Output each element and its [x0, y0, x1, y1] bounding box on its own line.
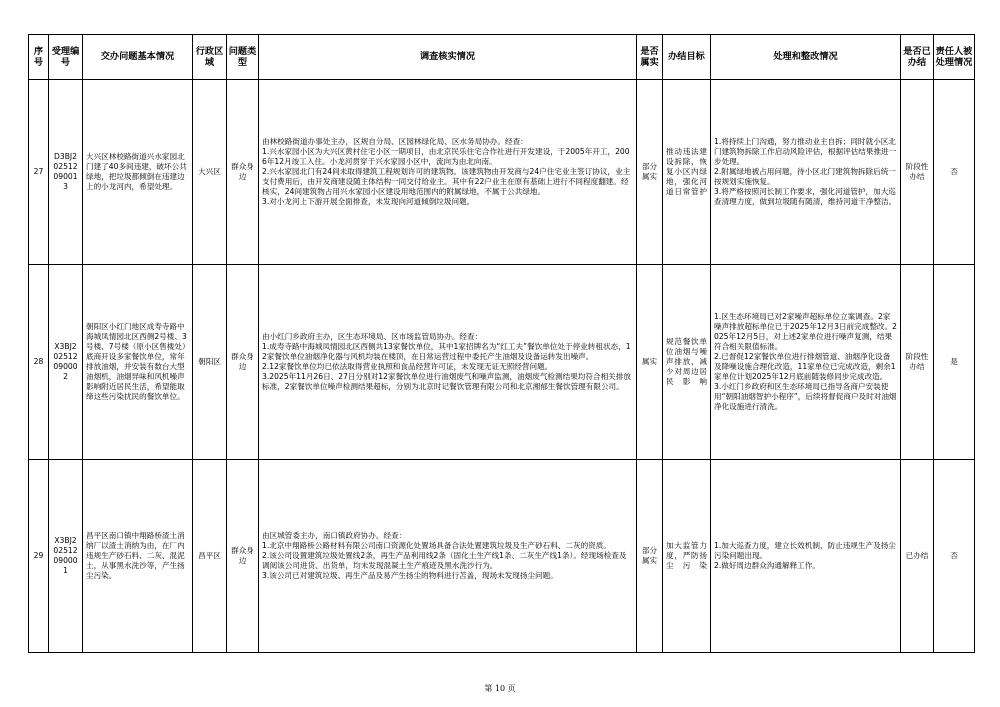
cell-investigation — [259, 265, 637, 460]
cell-accountability: 否 — [934, 80, 975, 265]
header-handling: 处理和整改情况 — [711, 35, 901, 80]
cell-code: X3BJ202512090001 — [49, 460, 83, 653]
investigation-line: 3.2025年11月26日、27日分别对12家餐饮单位进行油烟废气和噪声监测，油烟废气检测结果均符合相关排放标准，2家餐饮单位噪声检测结果超标，分别为北京时记餐饮管理有限公司和北京湘郁生餐饮管理有限公司。 — [262, 372, 631, 392]
handling-line: 1.区生态环境局已对2家噪声超标单位立案调查。2家噪声排放超标单位已于2025年12月3日前完成整改。2025年12月5日，对上述2家单位进行噪声复测，结果符合相关限值标准。 — [714, 311, 897, 351]
investigation-line: 3.对小龙河上下游开展全面排查，未发现向河道倾倒垃圾问题。 — [262, 197, 475, 207]
page-number: 第 10 页 — [484, 684, 516, 693]
cell-issue: 昌平区南口镇中翔路桥渣土消纳厂以渣土消纳为由，在厂内违规生产砂石料、二灰、混泥土，从事黑水洗沙等，产生扬尘污染。 — [83, 460, 193, 653]
handling-line: 3.小红门乡政府和区生态环境局已指导各商户安装使用“朝阳油烟智护小程序”，后续将督促商户及时对油烟净化设施进行清洗。 — [714, 382, 897, 412]
investigation-line: 由林校路街道办事处主办，区规自分局、区园林绿化局、区水务局协办。经查： — [262, 136, 528, 146]
header-verified: 是否属实 — [637, 35, 663, 80]
cell-goal: 加大监管力度，严防扬尘污染 — [663, 460, 711, 653]
header-accountability: 责任人被处理情况 — [934, 35, 975, 80]
cell-verified: 属实 — [637, 265, 663, 460]
investigation-line: 由区城管委主办，南口镇政府协办。经查： — [262, 530, 407, 540]
header-row — [29, 35, 975, 80]
cell-handling — [711, 460, 901, 653]
cell-district: 朝阳区 — [193, 265, 227, 460]
investigation-line: 1.北京中翔路桥公路材料有限公司南口资源化处置场具备合法处置建筑垃圾及生产砂石料、二灰的资质。 — [262, 540, 611, 550]
investigation-line: 由小红门乡政府主办，区生态环境局、区市场监管局协办。经查： — [262, 331, 483, 341]
handling-line: 2.做好周边群众沟通解释工作。 — [714, 561, 820, 570]
cell-code: X3BJ202512090002 — [49, 265, 83, 460]
table-row — [29, 460, 975, 653]
cell-seq: 29 — [29, 460, 49, 653]
cell-handling — [711, 265, 901, 460]
cell-handling — [711, 80, 901, 265]
cell-code: D3BJ202512090013 — [49, 80, 83, 265]
handling-line: 1.将持续上门沟通，努力推动业主自拆；同时就小区北门建筑物拆除工作启动风险评估，根据评估结果推进一步处理。 — [714, 136, 897, 166]
cell-type: 群众身边 — [227, 265, 259, 460]
cell-issue: 朝阳区小红门地区成寿寺路中海城凤情园北区西侧2号楼、3号楼、7号楼（原小区售楼处）底商开设多家餐饮单位，常年排放油烟，并安装有数台大型油烟机，油烟异味和风机噪声影响附近居民生活，希望能取缔这些污染扰民的餐饮单位。 — [83, 265, 193, 460]
cell-goal: 规范餐饮单位油烟与噪声排放，减少对周边居民影响 — [663, 265, 711, 460]
investigation-line: 3.该公司已对建筑垃圾、再生产品及易产生扬尘的物料进行苫盖，现场未发现扬尘问题。 — [262, 571, 558, 581]
cell-district: 大兴区 — [193, 80, 227, 265]
header-goal: 办结目标 — [663, 35, 711, 80]
cell-closed: 阶段性办结 — [901, 80, 934, 265]
case-table — [28, 34, 975, 653]
cell-verified: 部分属实 — [637, 460, 663, 653]
investigation-line: 1.成寿寺路中海城凤情园北区西侧共13家餐饮单位，其中1家招牌名为“红工夫”餐饮单位处于停业转租状态，12家餐饮单位油烟净化器与风机均装在楼顶，在日常运营过程中委托产生油烟及设备运转发出噪声。 — [262, 341, 631, 361]
header-code: 受理编号 — [49, 35, 83, 80]
header-investigation: 调查核实情况 — [259, 35, 637, 80]
header-district: 行政区域 — [193, 35, 227, 80]
header-seq: 序号 — [29, 35, 49, 80]
handling-line: 1.加大巡查力度，建立长效机制，防止违规生产及扬尘污染问题出现。 — [714, 540, 896, 560]
cell-accountability: 否 — [934, 460, 975, 653]
cell-investigation — [259, 460, 637, 653]
investigation-line: 2.12家餐饮单位均已依法取得营业执照和食品经营许可证，未发现无证无照经营问题。 — [262, 362, 553, 371]
investigation-line: 2.该公司设置建筑垃圾处置线2条，再生产品利用线2条（固化土生产线1条、二灰生产线1条）。经现场检查及调阅该公司进货、出货单，均未发现混凝土生产痕迹及黑水洗沙行为。 — [262, 550, 627, 570]
cell-investigation — [259, 80, 637, 265]
investigation-line: 1.兴水家园小区为大兴区黄村住宅小区一期项目，由北京民乐住宅合作社进行开发建设，于2005年开工，2006年12月竣工入住。小龙河贯穿于兴水家园小区中，流向为由北向南。 — [262, 146, 630, 166]
handling-line: 3.将严格按照河长制工作要求，强化河道管护，加大巡查清理力度，做到垃圾随有随清，维持河道干净整洁。 — [714, 187, 897, 207]
table-row — [29, 265, 975, 460]
handling-line: 2.已督促12家餐饮单位进行排烟管道、油烟净化设备及降噪设施合理化改造，11家单位已完成改造，剩余1家单位计划2025年12月底前随装修同步完成改造。 — [714, 351, 896, 382]
header-issue: 交办问题基本情况 — [83, 35, 193, 80]
cell-goal: 推动违法建设拆除，恢复小区内绿地，强化河道日常管护 — [663, 80, 711, 265]
cell-district: 昌平区 — [193, 460, 227, 653]
cell-type: 群众身边 — [227, 460, 259, 653]
cell-accountability: 是 — [934, 265, 975, 460]
table-row — [29, 80, 975, 265]
cell-verified: 部分属实 — [637, 80, 663, 265]
header-closed: 是否已办结 — [901, 35, 934, 80]
cell-closed: 已办结 — [901, 460, 934, 653]
cell-issue: 大兴区林校路街道兴水家园北门建了40多间违建，破坏公共绿地，把垃圾都倾倒在违建边上的小龙河内，希望处理。 — [83, 80, 193, 265]
handling-line: 2.附属绿地被占用问题，待小区北门建筑物拆除后统一按规划实施恢复。 — [714, 166, 896, 186]
cell-seq: 28 — [29, 265, 49, 460]
header-type: 问题类型 — [227, 35, 259, 80]
cell-type: 群众身边 — [227, 80, 259, 265]
cell-seq: 27 — [29, 80, 49, 265]
investigation-line: 2.兴水家园北门有24间未取得建筑工程规划许可的建筑物。该建筑物由开发商与24户住宅业主签订协议，业主支付费用后，由开发商建设随主体结构一同交付给业主。其中有22户业主在原有基础上进行不同程度翻建。经核实，24间建筑物占用兴水家园小区建设用地范围内的附属绿地，不属于公共绿地。 — [262, 166, 631, 197]
cell-closed: 阶段性办结 — [901, 265, 934, 460]
